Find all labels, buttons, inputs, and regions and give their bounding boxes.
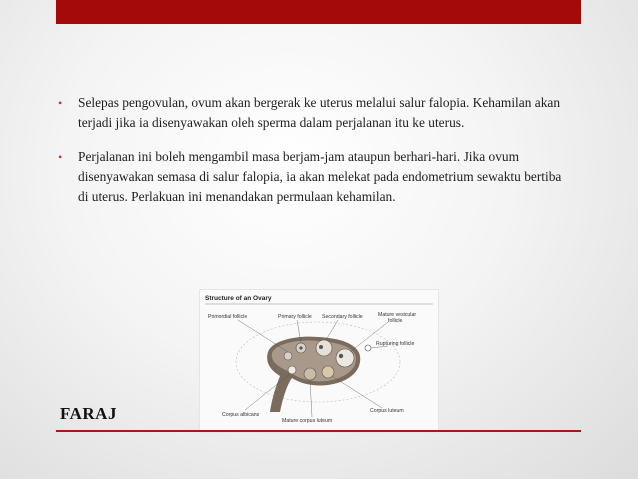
secondary-follicle: [316, 340, 332, 356]
figure-title: Structure of an Ovary: [205, 295, 272, 302]
mature-corpus-luteum: [304, 368, 316, 380]
footer-divider: [56, 430, 581, 432]
label-corpus-albicans: Corpus albicans: [222, 412, 260, 418]
released-ovum: [365, 345, 371, 351]
primordial-follicle: [284, 352, 292, 360]
label-primary-follicle: Primary follicle: [278, 314, 312, 320]
bullet-text: Selepas pengovulan, ovum akan bergerak ke uterus melalui salur falopia. Kehamilan akan terjadi jika ia disenyawakan oleh sperma dalam perjalanan itu ke uterus.: [78, 95, 561, 130]
corpus-albicans: [288, 366, 296, 374]
label-mature-vesicular: Mature vesicular: [378, 312, 417, 318]
bullet-marker: •: [58, 96, 63, 110]
section-title: FARAJ: [60, 404, 117, 423]
bullet-marker: •: [58, 150, 63, 164]
ovary-structure-figure: [199, 289, 439, 433]
bullet-item-2: [58, 147, 573, 207]
label-secondary-follicle: Secondary follicle: [322, 314, 363, 320]
label-mature-vesicular-2: follicle: [388, 318, 403, 324]
bullet-list: [58, 93, 573, 221]
bullet-item-1: [58, 93, 573, 133]
label-mature-corpus-luteum: Mature corpus luteum: [282, 418, 333, 424]
mature-vesicular-follicle: [336, 349, 354, 367]
label-rupturing-follicle: Rupturing follicle: [376, 341, 415, 347]
label-primordial-follicle: Primordial follicle: [208, 314, 248, 320]
label-corpus-luteum: Corpus luteum: [370, 408, 404, 414]
bullet-text: Perjalanan ini boleh mengambil masa berjam-jam ataupun berhari-hari. Jika ovum disenyawakan semasa di salur falopia, ia akan melekat pada endometrium sewaktu bertiba di uterus. Perlakuan ini menandakan permulaan kehamilan.: [78, 149, 562, 204]
top-accent-bar: [56, 0, 581, 24]
ovary-diagram: [200, 290, 438, 432]
